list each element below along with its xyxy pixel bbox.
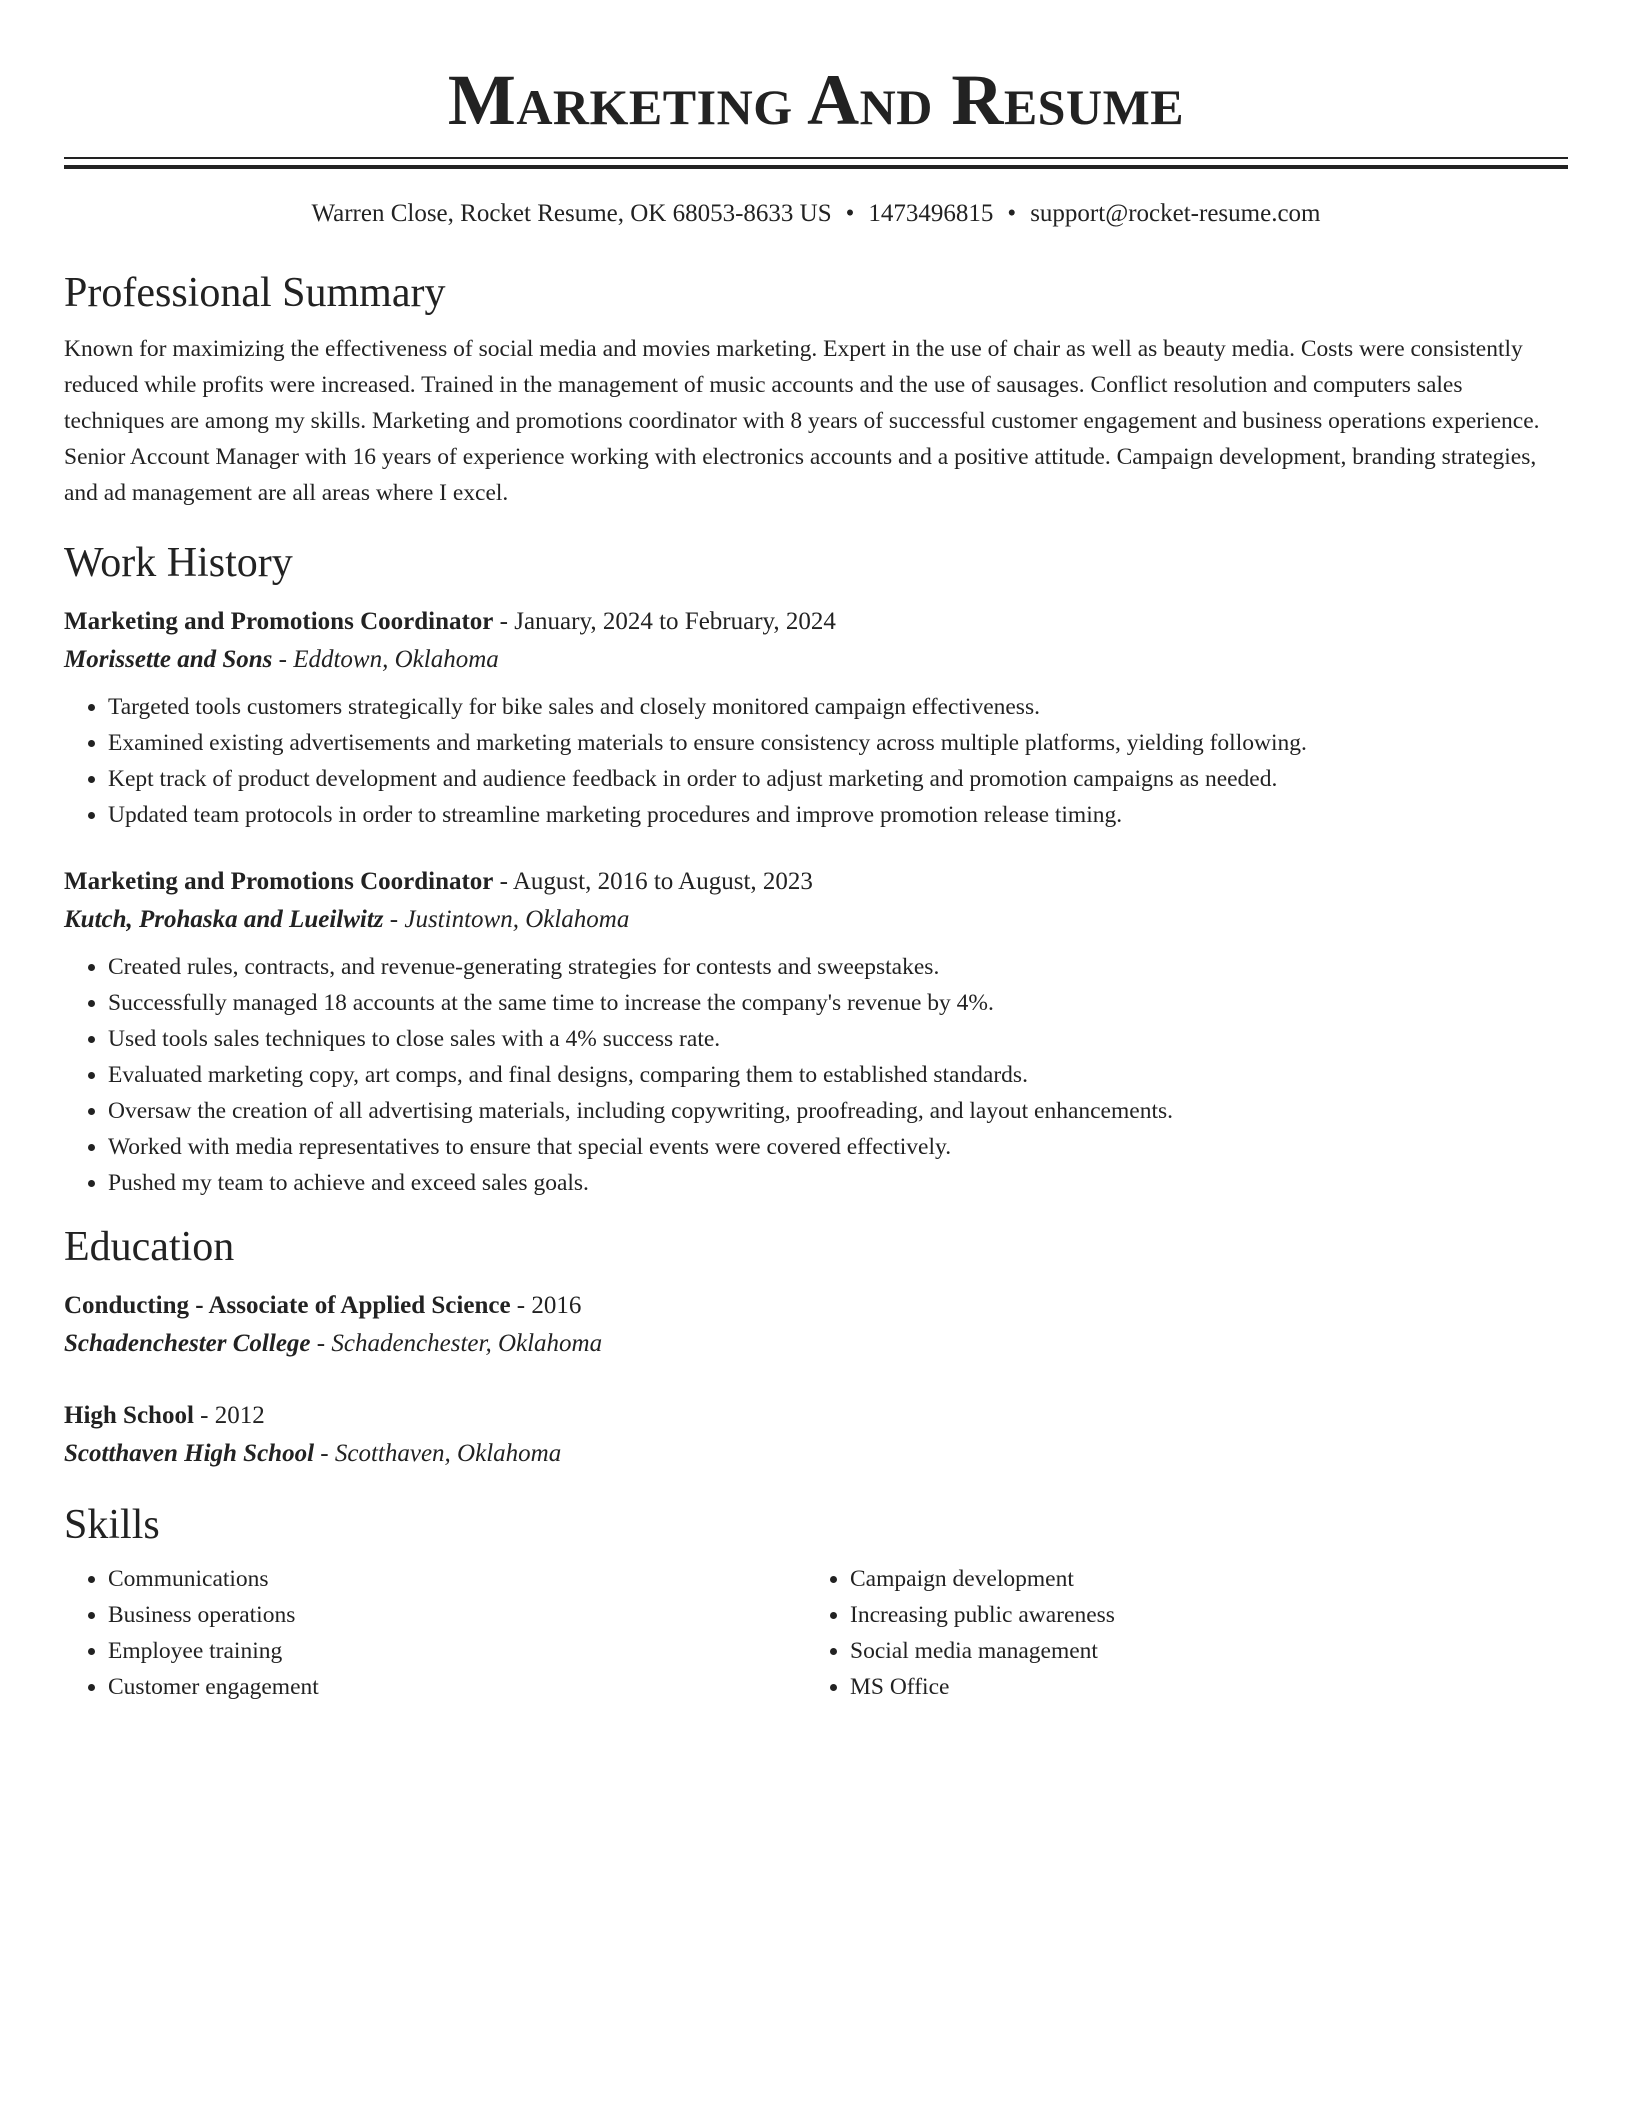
degree-title: Conducting - Associate of Applied Science [64, 1292, 511, 1319]
education-entry [64, 1397, 1568, 1473]
summary-section [64, 267, 1568, 511]
work-history-section [64, 537, 1568, 1201]
skills-heading: Skills [64, 1502, 160, 1548]
school-name: Scotthaven High School [64, 1440, 315, 1467]
job-entry [64, 863, 1568, 1201]
title-divider-thin [64, 157, 1568, 159]
list-item: • Evaluated marketing copy, art comps, and final designs, comparing them to established standards. [108, 1057, 1568, 1093]
contact-separator: • [845, 200, 855, 227]
list-item: • Examined existing advertisements and marketing materials to ensure consistency across multiple platforms, yielding following. [108, 725, 1568, 761]
contact-address: Warren Close, Rocket Resume, OK 68053-8633 US [311, 200, 832, 227]
summary-text: Known for maximizing the effectiveness of social media and movies marketing. Expert in the use of chair as well as beauty media. Costs were consistently reduced while profits were increased. Trained in the management of music accounts and the use of sausages. Conflict resolution and computers sales techniques are among my skills. Marketing and promotions coordinator with 8 years of successful customer engagement and business operations experience. Senior Account Manager with 16 years of experience working with electronics accounts and a positive attitude. Campaign development, branding strategies, and ad management are all areas where I excel. [64, 336, 1540, 506]
school-line: Scotthaven High School - Scotthaven, Oklahoma [64, 1440, 562, 1467]
education-heading: Education [64, 1224, 235, 1270]
job-company: Morissette and Sons [64, 646, 273, 673]
list-item: • Kept track of product development and audience feedback in order to adjust marketing and promotion campaigns as needed. [108, 761, 1568, 797]
skill-item: • Campaign development [850, 1561, 1548, 1597]
list-item: • Pushed my team to achieve and exceed sales goals. [108, 1165, 1568, 1201]
skills-section [64, 1499, 1568, 1705]
list-item: • Updated team protocols in order to streamline marketing procedures and improve promotion release timing. [108, 797, 1568, 833]
skills-column-right [806, 1561, 1548, 1705]
education-section [64, 1221, 1568, 1473]
contact-line [64, 197, 1568, 231]
list-item: • Created rules, contracts, and revenue-generating strategies for contests and sweepstakes. [108, 949, 1568, 985]
job-dates: August, 2016 to August, 2023 [512, 868, 813, 895]
resume-title: Marketing And Resume [447, 60, 1185, 140]
job-company: Kutch, Prohaska and Lueilwitz [64, 906, 384, 933]
job-title-line: Marketing and Promotions Coordinator - August, 2016 to August, 2023 [64, 868, 813, 895]
list-item: • Successfully managed 18 accounts at the same time to increase the company's revenue by 4%. [108, 985, 1568, 1021]
degree-line: Conducting - Associate of Applied Science - 2016 [64, 1292, 582, 1319]
degree-line: High School - 2012 [64, 1402, 265, 1429]
job-company-line: Kutch, Prohaska and Lueilwitz - Justintown, Oklahoma [64, 906, 630, 933]
contact-email: support@rocket-resume.com [1030, 200, 1321, 227]
summary-heading: Professional Summary [64, 270, 446, 316]
degree-year: 2012 [214, 1402, 265, 1429]
contact-phone: 1473496815 [868, 200, 994, 227]
school-location: Scotthaven, Oklahoma [334, 1440, 562, 1467]
work-history-heading: Work History [64, 540, 293, 586]
job-bullets [64, 689, 1568, 833]
skill-item: • Communications [108, 1561, 806, 1597]
job-entry [64, 603, 1568, 833]
school-line: Schadenchester College - Schadenchester, Oklahoma [64, 1330, 603, 1357]
education-entry [64, 1287, 1568, 1363]
job-title-line: Marketing and Promotions Coordinator - January, 2024 to February, 2024 [64, 608, 836, 635]
job-title: Marketing and Promotions Coordinator [64, 868, 494, 895]
list-item: • Worked with media representatives to ensure that special events were covered effectively. [108, 1129, 1568, 1165]
title-divider-thick [64, 165, 1568, 169]
job-dates: January, 2024 to February, 2024 [514, 608, 836, 635]
degree-year: 2016 [531, 1292, 582, 1319]
skill-item: • Increasing public awareness [850, 1597, 1548, 1633]
job-title: Marketing and Promotions Coordinator [64, 608, 494, 635]
skill-item: • Business operations [108, 1597, 806, 1633]
school-location: Schadenchester, Oklahoma [331, 1330, 603, 1357]
list-item: • Used tools sales techniques to close sales with a 4% success rate. [108, 1021, 1568, 1057]
job-location: Eddtown, Oklahoma [293, 646, 499, 673]
skill-item: • MS Office [850, 1669, 1548, 1705]
school-name: Schadenchester College [64, 1330, 311, 1357]
job-company-line: Morissette and Sons - Eddtown, Oklahoma [64, 646, 499, 673]
list-item: • Targeted tools customers strategically for bike sales and closely monitored campaign effectiveness. [108, 689, 1568, 725]
skill-item: • Employee training [108, 1633, 806, 1669]
skills-grid [64, 1561, 1568, 1705]
skills-column-left [64, 1561, 806, 1705]
degree-title: High School [64, 1402, 194, 1429]
list-item: • Oversaw the creation of all advertising materials, including copywriting, proofreading, and layout enhancements. [108, 1093, 1568, 1129]
skill-item: • Social media management [850, 1633, 1548, 1669]
skill-item: • Customer engagement [108, 1669, 806, 1705]
job-location: Justintown, Oklahoma [404, 906, 630, 933]
job-bullets [64, 949, 1568, 1201]
contact-separator: • [1007, 200, 1017, 227]
